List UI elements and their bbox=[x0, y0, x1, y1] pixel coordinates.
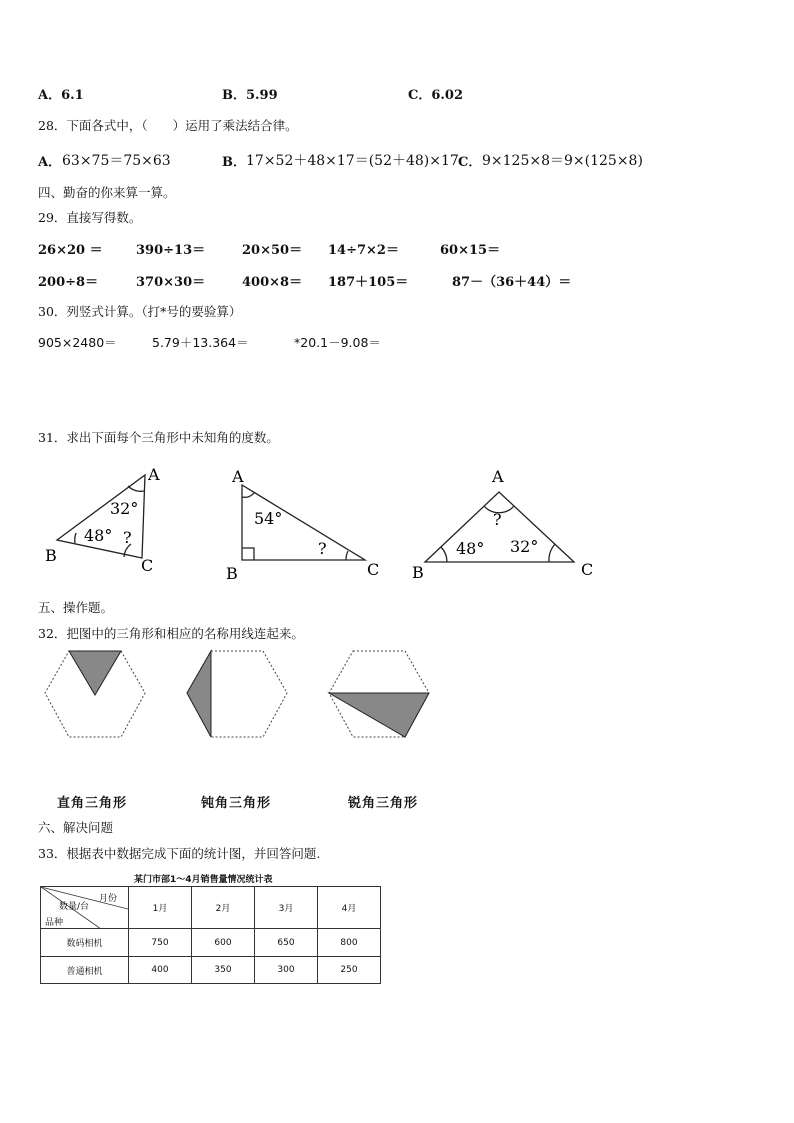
label-obtuse-triangle: 钝角三角形 bbox=[201, 796, 272, 811]
t1-vertex-a: A bbox=[148, 465, 160, 484]
month-header: 1月 bbox=[129, 887, 192, 929]
corner-quantity-label: 数量/台 bbox=[59, 902, 90, 912]
cell-value: 350 bbox=[192, 957, 255, 984]
t1-angle-c: ? bbox=[123, 528, 132, 547]
q29-item: 60×15＝ bbox=[440, 243, 501, 258]
hexagon-1 bbox=[45, 651, 145, 737]
month-header: 2月 bbox=[192, 887, 255, 929]
q28-option-a-expr: 63×75＝75×63 bbox=[62, 153, 171, 169]
t3-vertex-c: C bbox=[581, 560, 594, 579]
question-30-stem: 30．列竖式计算。（打*号的要验算） bbox=[38, 304, 242, 319]
cell-value: 600 bbox=[192, 929, 255, 957]
option-a: A．6.1 bbox=[38, 88, 84, 103]
q29-item: 87－（36＋44）＝ bbox=[452, 275, 572, 290]
q30-item: 905×2480＝ bbox=[38, 335, 117, 350]
sales-table bbox=[40, 886, 381, 984]
question-29-stem: 29．直接写得数。 bbox=[38, 210, 142, 225]
t2-vertex-a: A bbox=[232, 467, 244, 486]
t2-angle-a: 54° bbox=[254, 509, 283, 528]
q29-item: 200÷8＝ bbox=[38, 275, 99, 290]
q28-option-b-expr: 17×52＋48×17＝(52＋48)×17 bbox=[246, 153, 459, 169]
row-name: 普通相机 bbox=[41, 957, 129, 984]
option-b: B．5.99 bbox=[222, 88, 278, 103]
cell-value: 300 bbox=[255, 957, 318, 984]
q29-item: 370×30＝ bbox=[136, 275, 206, 290]
table-row bbox=[41, 957, 381, 984]
table-row bbox=[41, 929, 381, 957]
month-header: 4月 bbox=[318, 887, 381, 929]
t2-vertex-c: C bbox=[367, 560, 380, 579]
q28-option-a-label: A． bbox=[38, 155, 62, 170]
q28-option-c-expr: 9×125×8＝9×(125×8) bbox=[482, 153, 643, 169]
t1-angle-b: 48° bbox=[84, 526, 113, 545]
label-acute-triangle: 锐角三角形 bbox=[348, 796, 419, 811]
q29-item: 20×50＝ bbox=[242, 243, 303, 258]
q29-item: 390÷13＝ bbox=[136, 243, 206, 258]
label-right-triangle: 直角三角形 bbox=[57, 796, 128, 811]
hexagons-figure bbox=[0, 645, 794, 745]
row-name: 数码相机 bbox=[41, 929, 129, 957]
t3-vertex-b: B bbox=[412, 563, 424, 582]
corner-month-label: 月份 bbox=[99, 894, 118, 904]
q29-item: 400×8＝ bbox=[242, 275, 303, 290]
corner-variety-label: 品种 bbox=[45, 918, 64, 928]
q29-item: 14÷7×2＝ bbox=[328, 243, 399, 258]
q29-item: 26×20 ＝ bbox=[38, 243, 103, 258]
section-6-heading: 六、解决问题 bbox=[38, 820, 114, 835]
t3-angle-a: ? bbox=[493, 510, 502, 529]
section-4-heading: 四、勤奋的你来算一算。 bbox=[38, 185, 176, 200]
q30-item: *20.1－9.08＝ bbox=[294, 335, 381, 350]
month-header: 3月 bbox=[255, 887, 318, 929]
section-5-heading: 五、操作题。 bbox=[38, 600, 114, 615]
t1-vertex-c: C bbox=[141, 556, 154, 575]
t2-angle-c: ? bbox=[318, 539, 327, 558]
table-corner-cell bbox=[41, 887, 129, 929]
q30-item: 5.79＋13.364＝ bbox=[152, 335, 249, 350]
question-31-stem: 31．求出下面每个三角形中未知角的度数。 bbox=[38, 430, 279, 445]
t3-angle-c: 32° bbox=[510, 537, 539, 556]
t2-vertex-b: B bbox=[226, 564, 238, 583]
cell-value: 800 bbox=[318, 929, 381, 957]
q28-option-c-label: C． bbox=[458, 155, 482, 170]
table-title: 某门市部1～4月销售量情况统计表 bbox=[134, 875, 273, 885]
cell-value: 400 bbox=[129, 957, 192, 984]
question-28-stem: 28．下面各式中，（ ）运用了乘法结合律。 bbox=[38, 118, 298, 133]
q28-option-b-label: B． bbox=[222, 155, 246, 170]
q29-item: 187＋105＝ bbox=[328, 275, 409, 290]
cell-value: 250 bbox=[318, 957, 381, 984]
cell-value: 650 bbox=[255, 929, 318, 957]
hexagon-3 bbox=[329, 651, 429, 737]
t3-angle-b: 48° bbox=[456, 539, 485, 558]
cell-value: 750 bbox=[129, 929, 192, 957]
question-33-stem: 33．根据表中数据完成下面的统计图，并回答问题. bbox=[38, 846, 321, 861]
t1-vertex-b: B bbox=[45, 546, 57, 565]
hexagon-2 bbox=[187, 651, 287, 737]
triangles-figure bbox=[0, 455, 794, 590]
option-c: C．6.02 bbox=[408, 88, 464, 103]
question-32-stem: 32．把图中的三角形和相应的名称用线连起来。 bbox=[38, 626, 304, 641]
t3-vertex-a: A bbox=[492, 467, 504, 486]
t1-angle-a: 32° bbox=[110, 499, 139, 518]
